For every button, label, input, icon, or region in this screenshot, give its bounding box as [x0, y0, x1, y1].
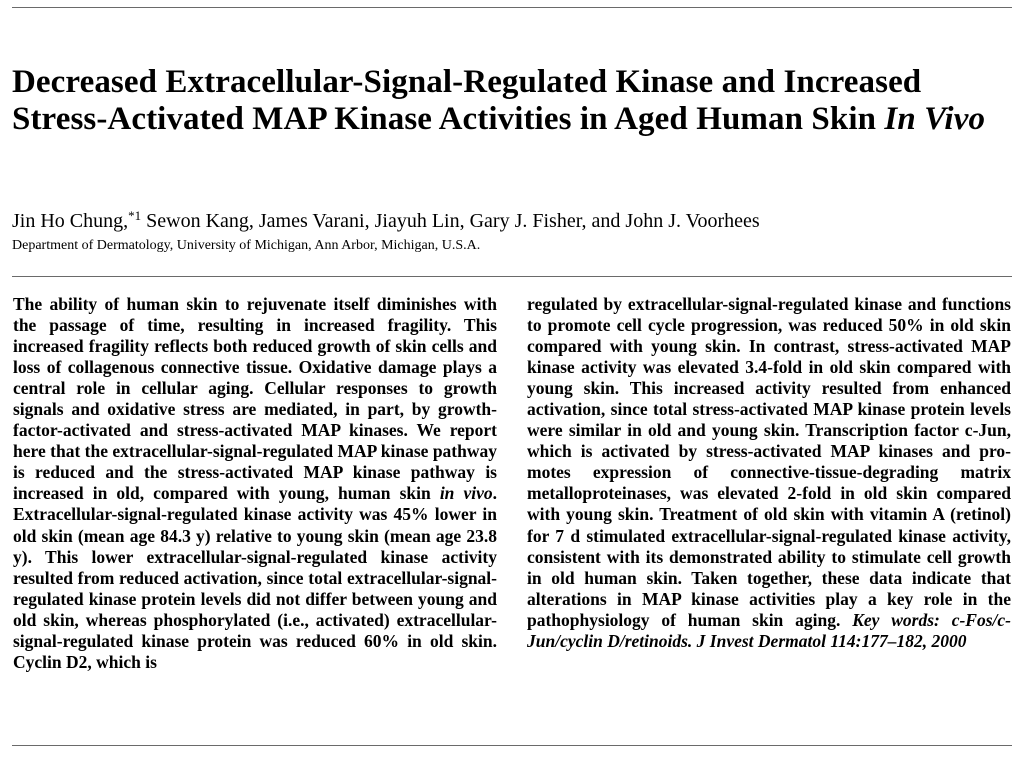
keywords-label: Key words:: [852, 609, 940, 630]
abstract-text-part1: The ability of human skin to rejuvenate itself diminishes with the passage of time, resulting in increased fragility. This increased fragility reflects both reduced growth of skin cells and loss of collagenous connective tissue. Oxidative damage plays a central role in cellular aging. Cellular responses to growth signals and oxidative stress are mediated, in part, by growth-factor-activated and stress-activated MAP kinases. We report here that the extracellular-signal-regulated MAP kinase pathway is reduced and the stress-activated MAP kinase pathway is increased in old, compared with young, human skin: [13, 294, 497, 504]
title-italic-text: In Vivo: [884, 101, 986, 137]
header-divider: [12, 276, 1012, 277]
bottom-rule: [12, 745, 1012, 746]
title-main-text: Decreased Extracellular-Signal-Regulated Kinase and Increased Stress-Activated MAP Kinase Activities in Aged Human Skin: [12, 64, 922, 137]
abstract-text-part2: . Extracellular-signal-regulated kinase activity was 45% lower in old skin (mean age 84.3 y) relative to young skin (mean age 23.8 y). This lower extracellular-signal-regulated kinase activity resulted from reduced activation, since total extracellular-signal-regulated kinase protein levels did not differ between young and old skin, whereas phosphorylated (i.e., activated) extracellular-signal-regulated kinase protein was reduced 60% in old skin. Cyclin D2, which is: [13, 483, 497, 672]
abstract-text-part3: regulated by extracellular-signal-regulated kinase and functions to promote cell cycle progression, was reduced 50% in old skin compared with young skin. In contrast, stress-activated MAP kinase activity was elevated 3.4-fold in old skin compared with young skin. This increased activity resulted from enhanced activation, since total stress-activated MAP kinase protein levels were similar in old and young skin. Transcription factor c-Jun, which is activated by stress-activated MAP kinases and promotes expression of connective-tissue-degrading matrix metalloproteinases, was elevated 2-fold in old skin compared with young skin. Treatment of old skin with vitamin A (retinol) for 7 d stimulated extracellular-signal-regulated kinase activity, consistent with its demonstrated ability to stimulate cell growth in old human skin. Taken together, these data indicate that alterations in MAP kinase activities play a key role in the pathophysiology of human skin aging.: [527, 294, 1011, 630]
abstract-left-column: [13, 294, 497, 673]
top-rule: [12, 7, 1012, 8]
affiliation: Department of Dermatology, University of Michigan, Ann Arbor, Michigan, U.S.A.: [12, 238, 481, 253]
abstract-right-column: [527, 294, 1011, 652]
paper-title: [12, 64, 1012, 138]
coauthors: Sewon Kang, James Varani, Jiayuh Lin, Gary J. Fisher, and John J. Voorhees: [141, 210, 760, 232]
first-author: Jin Ho Chung,: [12, 210, 129, 232]
abstract-in-vivo: in vivo: [439, 483, 493, 504]
keywords: c-Fos/c-Jun/cyclin D/retinoids.: [527, 609, 1011, 651]
author-list: [12, 209, 1012, 233]
author-footnote-marks: *1: [128, 208, 142, 223]
citation: J Invest Dermatol 114:177–182, 2000: [692, 630, 967, 651]
